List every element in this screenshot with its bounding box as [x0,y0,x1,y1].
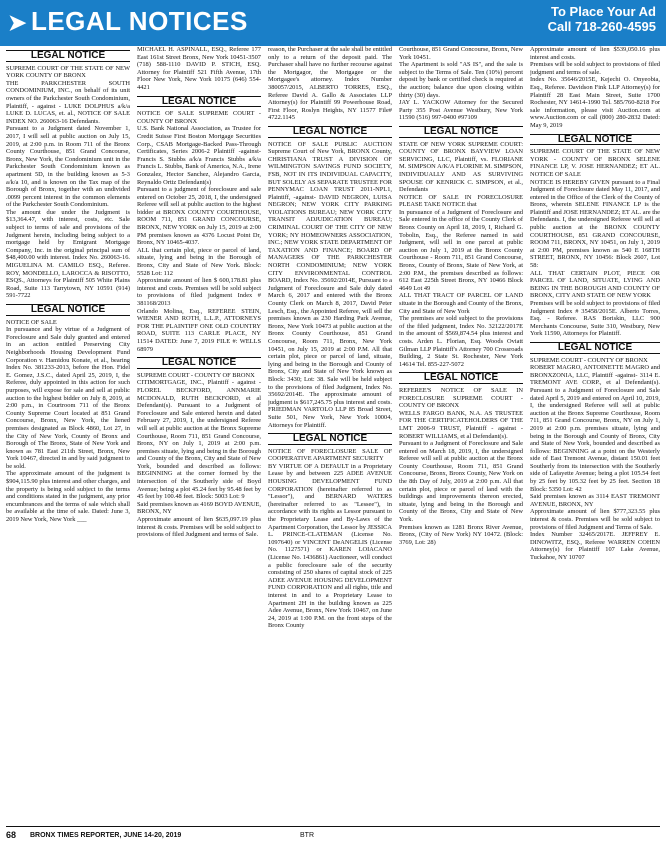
notice-columns [6,46,660,826]
notice-paragraph: Approximate amount of lien $777,323.55 plus interest & costs. Premises will be sold subject to provisions of filed Judgment and Terms of Sale. [530,508,660,531]
notice-paragraph: STATE OF NEW YORK SUPREME COURT: COUNTY OF BRONX BAYVIEW LOAN SERVICING, LLC, Plaintiff, vs. FLORIANE M. SIMPSON A/K/A FLORINE M. SIMPSON, INDIVIDUALLY AND AS SURVIVING SPOUSE OF KENRICK C. SIMPSON, et al., Defendants [399,140,523,194]
notice-heading: LEGAL NOTICE [268,126,392,138]
notice-paragraph: Premises will be sold subject to provisions of filed judgment and terms of sale. [530,61,660,76]
notice-paragraph: Approximate amount of lien $635,097.19 plus interest & costs. Premises will be sold subject to provisions of filed Judgment and terms of Sale. [137,516,261,539]
notice-paragraph: Orlando Molina, Esq., REFEREE STEIN, WIENER AND ROTH, L.L.P., ATTORNEYS FOR THE PLAINTIFF ONE OLD COUNTRY ROAD, SUITE 113 CARLE PLACE, NY 11514 DATED: June 7, 2019 FILE #: WELLS 68979 [137,307,261,353]
notice-paragraph: Courthouse, 851 Grand Concourse, Bronx, New York 10451. [399,46,523,61]
notice-heading: LEGAL NOTICE [268,433,392,445]
notice-paragraph: CITIMORTGAGE, INC., Plaintiff - against - FLOREL BECKFORD, ANNMARIE MCDONALD, RUTH BECKFORD, et al Defendant(s). Pursuant to a Judgment of Foreclosure and Sale entered herein and dated February 27, 2019, I, the undersigned Referee will sell at public auction at the Bronx Supreme Courthouse, Room 711, 851 Grand Concourse, Bronx, NY on July 1, 2019 at 2:00 p.m. premises situate, lying and being in the Borough and County of the Bronx, City and State of New York, bounded and described as follows: BEGINNING at the corner formed by the intersection of the Southerly side of Boyd Avenue; being a plot 45.24 feet by 95.48 feet by 45 feet by 100.48 feet. Block: 5003 Lot: 9 [137,379,261,501]
notice-paragraph: ALL THAT CERTAIN PLOT, PIECE OR PARCEL OF LAND, SITUATE, LYING AND BEING IN THE BOROUGH AND COUNTY OF BRONX, CITY AND STATE OF NEW YORK [530,269,660,300]
notice-paragraph: Pursuant to a Judgment dated November 1, 2017, I will sell at public auction on July 15, 2019, at 2:00 p.m. in Room 711 of the Bronx County Courthouse, 851 Grand Concourse, Bronx, New York, the Condominium unit in the Parkchester South Condominium known as apartment 5D, in the building known as 5-3 a/k/a 10, and is known on the Tax map of the Borough of Bronx, together with an undivided .0099 percent interest in the common elements of the Parkchester South Condominium. [6,125,130,209]
notice-paragraph: Said premises known as 3114 EAST TREMONT AVENUE, BRONX, NY [530,493,660,508]
notice-paragraph: WELLS FARGO BANK, N.A. AS TRUSTEE FOR THE CERTIFICATEHOLDERS OF THE LMT 2006-9 TRUST, Plaintiff - against - ROBERT WILLIAMS, et al Defendant(s). [399,409,523,440]
notice-paragraph: In pursuance of a Judgment of Foreclosure and Sale entered in the office of the County Clerk of Bronx County on April 18, 2019, I, Richard G. Tobolin, Esq., the Referee named in said Judgment, will sell in one parcel at public auction on July 1, 2019 at the Bronx County Courthouse - Room 711, 851 Grand Concourse, Bronx, County of Bronx, State of New York, at 2:00 P.M., the premises described as follows: 612 East 225th Street Bronx, NY 10466 Block 4649 Lot 49 [399,208,523,292]
notice-paragraph: NOTICE IS HEREBY GIVEN pursuant to a Final Judgment of Foreclosure dated May 11, 2017, and entered in the Office of the Clerk of the County of Bronx, wherein SELENE FINANCE LP is the Plaintiff and JOSE HERNANDEZ; ET AL. are the Defendants. I, the undersigned Referee will sell at public auction at the BRONX COUNTY COURTHOUSE, 851 GRAND CONCOURSE, ROOM 711, BRONX, NY 10451, on July 1, 2019 at 2:00 PM, premises known as 540 E 168TH STREET, BRONX, NY 10456: Block 2607, Lot 58: [530,178,660,270]
notice-paragraph: NOTICE OF SALE [6,318,57,326]
notice-heading: LEGAL NOTICE [530,342,660,354]
notice-heading: LEGAL NOTICE [6,304,130,316]
notice-paragraph: The approximate amount of the judgment is $904,115.90 plus interest and other charges, and the property is being sold subject to the terms and conditions stated in the judgment, any prior encumbrances and the terms of sale which shall be available at the time of sale. Dated: June 3, 2019 New York, New York ___ [6,470,130,524]
notice-paragraph: ALL THAT TRACT OF PARCEL OF LAND situate in the Borough and County of the Bronx, City and State of New York [399,292,523,315]
footer-rule [6,826,660,827]
notice-paragraph: The Apartment is sold "AS IS", and the sale is subject to the Terms of Sale. Ten (10%) percent deposit by bank or certified check is required at the auction; balance due upon closing within thirty (30) days. [399,61,523,99]
notice-heading: LEGAL NOTICE [6,50,130,62]
notice-paragraph: Pursuant to a Judgment of Foreclosure and Sale entered on March 18, 2019, I, the undersigned Referee will sell at public auction at the Bronx County Courthouse, Room 711, 851 Grand Concourse, Bronx, Bronx County, New York on the 8th Day of July, 2019 at 2:00 p.m. All that certain plot, piece or parcel of land with the buildings and improvements thereon erected, situate, lying and being in the Borough and County of the Bronx, City and State of New York. [399,440,523,524]
notice-paragraph: NOTICE OF SALE SUPREME COURT - COUNTY OF BRONX [137,110,261,125]
notice-paragraph: SUPREME COURT OF THE STATE OF NEW YORK COUNTY OF BRONX [6,64,130,80]
column-1 [6,46,130,826]
notice-paragraph: BY VIRTUE OF A DEFAULT in a Proprietary Lease by and between 225 ADEE AVENUE HOUSING DEVELOPMENT FUND CORPORATION (hereinafter referred to as "Lessor"), and BERNARD WATERS (hereinafter referred to as "Lessee"), in accordance with its rights as Lessor pursuant to the Proprietary Lease and By-Laws of the Apartment Corporation, the Lessor by JESSICA L. PRINCE-CLATEMAN (License No. 1097640) or VINCENT DeANGELIS (License No. 1127571) or KAREN LOIACANO (License No. 1436861) Auctioneer, will conduct a public foreclosure sale of the security consisting of 250 shares of capital stock of 225 ADEE AVENUE HOUSING DEVELOPMENT FUND CORPORATION and all rights, title and interest in and to a Proprietary Lease to Apartment 2H in the building known as 225 Adee Avenue, Bronx, New York 10467, on June 24, 2019 at 1:00 P.M. on the front steps of the Bronx County [268,462,392,630]
page-number: 68 [6,830,17,840]
notice-heading: LEGAL NOTICE [399,126,523,138]
publication-line: BRONX TIMES REPORTER, JUNE 14-20, 2019 [30,832,182,839]
column-2 [137,46,261,826]
notice-paragraph: Index Number 32465/2017E. JEFFREY E. DINOWITZ, ESQ., Referee WARREN COHEN Attorney(s) for Plaintiff 107 Lake Avenue, Tuckahoe, NY 10707 [530,531,660,561]
notice-paragraph: SUPREME COURT - COUNTY OF BRONX [530,356,648,364]
notice-paragraph: NOTICE OF SALE IN FORECLOSURE PLEASE TAKE NOTICE that [399,193,523,209]
page-footer [0,830,666,846]
column-4 [399,46,523,826]
column-5 [530,46,660,826]
place-ad-info [548,4,656,34]
section-title [8,6,248,37]
notice-paragraph: SUPREME COURT - COUNTY OF BRONX [137,371,255,379]
notice-paragraph: Premises known as 1281 Bronx River Avenue, Bronx, (City of New York) NY 10472. (Block: 3769, Lot: 28) [399,523,523,546]
notice-paragraph: Said premises known as 4169 BOYD AVENUE, BRONX, NY [137,500,261,516]
notice-paragraph: In pursuance and by virtue of a Judgment of Foreclosure and Sale duly granted and entered in an action entitled Preserving City Neighborhoods Housing Development Fund Corporation v. Hamidou Konate, et al., bearing Index No. 381233-2013, before the Hon. Fidel E. Gomez, J.S.C., dated April 25, 2019, I, the Referee, duly appointed in this action for such purposes, will expose for sale and sell at public auction to the highest bidder on July 8, 2019, at 2:00 p.m., in Courtroom 711 of the Bronx County Supreme Court located at 851 Grand Concourse, Bronx, New York, the liened premises designated as Block 4860, Lot 27, in the City of New York, County of Bronx and Borough of The Bronx, State of New York and known as 781 East 211th Street, Bronx, New York 10467, directed in and by said judgment to be sold. [6,326,130,470]
notice-heading: LEGAL NOTICE [399,372,523,384]
notice-paragraph: Pursuant to a judgment of foreclosure and sale entered on October 25, 2018, I, the undersigned Referee will sell at public auction to the highest bidder at BRONX COUNTY COURTHOUSE, ROOM 711, 851 GRAND CONCOURSE, BRONX, NEW YORK on July 15, 2019 at 2:00 PM premises known as 4376 Locust Point Dr, Bronx, NY 10465-4037. [137,186,261,247]
notice-paragraph: Index No. 35646/2015E, Kejechi O. Onyeobia, Esq., Referee. Davidson Fink LLP Attorney(s) for Plaintiff 28 East Main Street, Suite 1700 Rochester, NY 14614-1990 Tel. 585/760-8218 For sale information, please visit Auction.com at www.Auction.com or call (800) 280-2832 Dated: May 9, 2019 [530,76,660,129]
header-banner [0,0,666,46]
notice-paragraph: The amount due under the Judgment is $13,364.47, with interest, costs, etc. Sale subject to terms of sale and provisions of the Judgment herein, including being subject to a mortgage held by Emigrant Mortgage Company, Inc. in the original principal sum of $48,400.00 with interest. Index No. 260063-16. MIGUELINA M. CAMILO ESQ., Referee. ROY, MONDELLO, LAROCCA & RISOTTO, ESQS., Attorneys for Plaintiff 505 White Plains Road, Suite 113 Tarrytown, NY 10591 (914) 591-7722 [6,208,130,300]
notice-paragraph: The premises are sold subject to the provisions of the filed judgment, Index No. 32122/2017E in the amount of $569,874.54 plus interest and costs. Arden L. Florian, Esq. Woods Oviatt Gilman LLP Plaintiff's Attorney 700 Crossroads Building, 2 State St. Rochester, New York 14614 Tel. 855-227-5072 [399,315,523,368]
place-ad-line1: To Place Your Ad [551,4,656,19]
notice-paragraph: Premises will be sold subject to provisions of filed Judgment Index # 35458/2015E. Alberto Torres, Esq. - Referee. RAS Boriskin, LLC 900 Merchants Concourse, Suite 310, Westbury, New York 11590, Attorneys for Plaintiff. [530,300,660,338]
notice-paragraph: reason, the Purchaser at the sale shall be entitled only to a return of the deposit paid. The Purchaser shall have no further recourse against the Mortgagor, the Mortgagee or the Mortgagee's attorney. Index Number 380057/2015, ALBERTO TORRES, ESQ., Referee David A. Gallo & Associates LLP Attorney(s) for Plaintiff 99 Powerhouse Road, First Floor, Roslyn Heights, NY 11577 File# 4722.1145 [268,46,392,122]
notice-paragraph: SUPREME COURT OF THE STATE OF NEW YORK - COUNTY OF BRONX SELENE FINANCE LP, V. JOSE HERNANDEZ; ET AL. NOTICE OF SALE [530,148,660,178]
notice-heading: LEGAL NOTICE [530,134,660,146]
place-ad-phone: Call 718-260-4595 [547,19,656,34]
notice-paragraph: JAY L. YACKOW Attorney for the Secured Party 355 Post Avenue Westbury, New York 11590 (516) 997-0400 #97109 [399,99,523,122]
column-3 [268,46,392,826]
notice-heading: LEGAL NOTICE [137,96,261,108]
publication-code: BTR [300,832,314,839]
notice-paragraph: NOTICE OF FORECLOSURE SALE OF COOPERATIVE APARTMENT SECURITY [268,447,392,463]
notice-paragraph: Approximate amount of lien $539,050.16 plus interest and costs. [530,46,660,61]
notice-paragraph: ALL that certain plot, piece or parcel of land, situate, lying and being in the Borough of Bronx, City and State of New York. Block: 5528 Lot: 112 [137,246,261,277]
notice-paragraph: MICHAEL H. ASPINALL, ESQ., Referee 177 East 161st Street Bronx, New York 10451-3507 (718) 588-1110 DAVID P. STICH, ESQ. Attorney for Plaintiff 521 Fifth Avenue, 17th Floor New York, New York 10175 (646) 554-4421 [137,46,261,91]
notice-paragraph: NOTICE OF SALE PUBLIC AUCTION Supreme Court of New York, BRONX County, CHRISTIANA TRUST A DIVISION OF WILMINGTON SAVINGS FUND SOCIETY, FSB, NOT IN ITS INDIVIDUAL CAPACITY, BUT SOLELY AS SEPARATE TRUSTEE FOR PENNYMAC LOAN TRUST 2011-NPL1, Plaintiff, -against- DAVID NEGRON, LUISA NEGRON; NEW YORK CITY PARKING VIOLATIONS BUREAU; NEW YORK CITY TRANSIT ADJUDICATION BUREAU; CRIMINAL COURT OF THE CITY OF NEW YORK; NY HOMEOWNERS ASSOCIATION, INC.; NEW YORK STATE DEPARTMENT OF TAXATION AND FINANCE; BOARD OF MANAGERS OF THE PARKCHESTER NORTH CONDOMINIUM; NEW YORK CITY ENVIRONMENTAL CONTROL BOARD, Index No. 35692/2014E, Pursuant to a Judgment of Foreclosure and Sale duly dated March 6, 2017 and entered with the Bronx County Clerk on March 8, 2017, David Peter Lesch, Esq., the Appointed Referee, will sell the premises known as 230 Harding Park Avenue, Bronx, New York 10473 at public auction at the Bronx County Courthouse, 851 Grand Concourse, Room 711, Bronx, New York 10451, on July 15, 2019 at 2:00 P.M. All that certain plot, piece or parcel of land, situate, lying and being in the Borough and County of Bronx, City and State of New York known as Block: 3430; Lot: 38. Sale will be held subject to the provisions of filed Judgment, Index No. 35692/2014E. The approximate amount of judgment is $617,245.75 plus interest and costs. FRIEDMAN VARTOLO LLP 85 Broad Street, Suite 501, New York, New York 10004, Attorneys for Plaintiff. [268,140,392,429]
notice-paragraph: Approximate amount of lien $ 600,178.81 plus interest and costs. Premises will be sold subject to provisions of filed judgment Index # 381168/2013 [137,277,261,307]
notice-paragraph: THE PARKCHESTER SOUTH CONDOMINIUM, INC., on behalf of its unit owners of the Parkchester South Condominium, Plaintiff, - against - LUKE DOLPHUS a/k/a LUKE D. LUCAS, et. al., NOTICE OF SALE INDEX NO. 260063-16 Defendants. [6,79,130,125]
section-title-text: LEGAL NOTICES [30,6,248,36]
notice-paragraph: REFEREE'S NOTICE OF SALE IN FORECLOSURE SUPREME COURT - COUNTY OF BRONX [399,386,523,410]
notice-paragraph: ROBERT MAGRO, ANTOINETTE MAGRO and BRONXZONIA, LLC, Plaintiff -against- 3114 E. TREMONT AVE CORP., et al Defendant(s). Pursuant to a Judgment of Foreclosure and Sale dated April 5, 2019 and entered on April 10, 2019, I, the undersigned Referee will sell at public auction at the Bronx Supreme Courthouse, Room 711, 851 Grand Concourse, Bronx, NY on July 1, 2019 at 2:00 p.m. premises situate, lying and being in the Borough and County of Bronx, City and State of New York, bounded and described as follows: BEGINNING at a point on the Westerly side of East Tremont Avenue, distant 150.01 feet Southerly from its intersection with the Southerly side of Lafayette Avenue; being a plot 105.54 feet by 25 feet by 105.32 feet by 25 feet. Section 18 Block: 5350 Lot: 42 [530,364,660,493]
notice-heading: LEGAL NOTICE [137,357,261,369]
notice-paragraph: U.S. Bank National Association, as Trustee for Credit Suisse First Boston Mortgage Securities Corp., CSAB Mortgage-Backed Pass-Through Certificates, Series 2006-2 Plaintiff -against- Francis S. Stubbs a/k/a Francis Stubbs a/k/a Francis L. Stubbs, Bank of America, N.A., Irene Gonzalez, Hector Sanchez, Alejandro Garcia, Reynaldo Ortiz Defendant(s) [137,125,261,186]
arrow-icon: ➤ [8,10,27,35]
